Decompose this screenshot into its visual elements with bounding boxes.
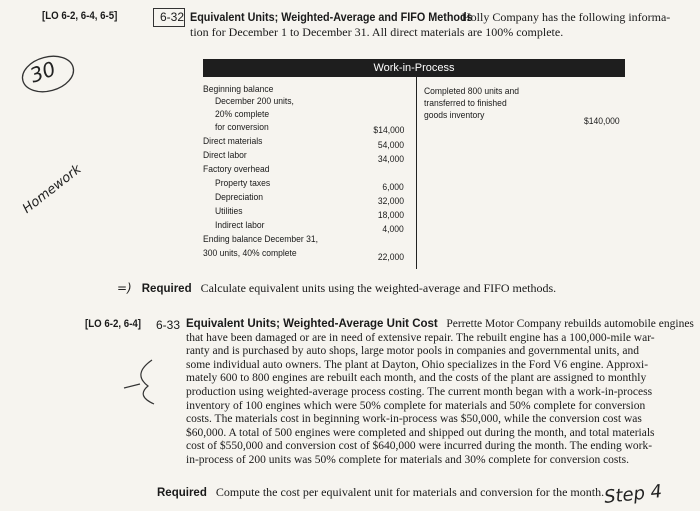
body-line <box>186 318 694 332</box>
credit-label: Completed 800 units and <box>424 86 520 97</box>
debit-label: Direct labor <box>203 150 247 161</box>
required-label: Required <box>141 283 192 295</box>
required-6-32 <box>117 281 556 296</box>
debit-value: 18,000 <box>377 210 404 221</box>
body-line: production using weighted-average process costing. The current month began with a work-in-process <box>186 385 653 398</box>
debit-label: December 200 units, <box>215 96 294 107</box>
debit-label: Property taxes <box>215 178 271 189</box>
debit-label: 20% complete <box>215 109 270 120</box>
learning-objectives-6-32: [LO 6-2, 6-4, 6-5] <box>42 10 118 22</box>
problem-intro-line-1: Holly Company has the following informa- <box>462 10 671 24</box>
credit-label: transferred to finished <box>424 98 507 109</box>
problem-body-6-33 <box>186 318 694 468</box>
debit-value: $14,000 <box>373 125 404 136</box>
t-account-divider <box>416 77 417 269</box>
problem-title-6-33: Equivalent Units; Weighted-Average Unit Cost <box>186 318 438 330</box>
arrow-mark: =) <box>117 281 132 295</box>
debit-label: Factory overhead <box>203 164 270 175</box>
handwritten-homework: Homework <box>20 161 85 217</box>
debit-value: 22,000 <box>377 252 404 263</box>
handwritten-bracket-mark <box>118 356 158 406</box>
t-account-title: Work-in-Process <box>203 59 625 77</box>
required-6-33 <box>157 485 604 500</box>
debit-label: Indirect labor <box>215 220 265 231</box>
body-line: costs. The materials cost in beginning work-in-process was $50,000, while the conversion cost was <box>186 413 642 426</box>
required-text: Compute the cost per equivalent unit for materials and conversion for the month. <box>215 485 605 499</box>
body-line: in-process of 200 units was 50% complete for materials and 30% complete for conversion costs. <box>186 453 629 466</box>
credit-value: $140,000 <box>584 116 620 127</box>
debit-label: Ending balance December 31, <box>203 234 319 245</box>
debit-label: for conversion <box>215 122 269 133</box>
debit-value: 6,000 <box>382 182 404 193</box>
debit-value: 4,000 <box>382 224 404 235</box>
debit-label: Depreciation <box>215 192 264 203</box>
debit-value: 32,000 <box>377 196 404 207</box>
debit-label: 300 units, 40% complete <box>203 248 297 259</box>
body-line: mately 600 to 800 engines are rebuilt each month, and the costs of the plant are assigned to monthly <box>186 372 647 385</box>
learning-objectives-6-33: [LO 6-2, 6-4] <box>85 318 141 330</box>
body-line: ranty and is purchased by auto shops, large motor pools in companies and governmental units, and <box>186 345 639 358</box>
body-text: Perrette Motor Company rebuilds automobile engines <box>446 318 694 330</box>
problem-number-6-32: 6-32 <box>160 10 185 24</box>
body-line: inventory of 100 engines which were 50% complete for materials and 50% complete for conversion <box>186 399 646 412</box>
debit-label: Beginning balance <box>203 84 274 95</box>
body-line: some individual auto owners. The plant at Dayton, Ohio specializes in the Ford V6 engine. Approxi- <box>186 358 649 371</box>
problem-number-6-33: 6-33 <box>156 318 181 332</box>
credit-label: goods inventory <box>424 110 485 121</box>
debit-label: Direct materials <box>203 136 263 147</box>
body-line: that have been damaged or are in need of extensive repair. The rebuilt engine has a 100,000-mile war- <box>186 331 655 344</box>
debit-value: 54,000 <box>377 140 404 151</box>
handwritten-score: 30 <box>26 56 59 88</box>
required-label: Required <box>157 487 207 499</box>
required-text: Calculate equivalent units using the weighted-average and FIFO methods. <box>200 281 557 295</box>
debit-label: Utilities <box>215 206 243 217</box>
handwritten-step: Step 4 <box>603 481 664 508</box>
debit-value: 34,000 <box>377 154 404 165</box>
problem-title-6-32: Equivalent Units; Weighted-Average and FIFO Methods <box>190 10 473 24</box>
work-in-process-t-account <box>203 59 625 269</box>
problem-intro-line-2: tion for December 1 to December 31. All direct materials are 100% complete. <box>190 25 564 39</box>
body-line: cost of $550,000 and conversion cost of $640,000 were incurred during the month. The ending work- <box>186 440 653 453</box>
body-line: $60,000. A total of 500 engines were completed and shipped out during the month, and total materials <box>186 426 655 439</box>
